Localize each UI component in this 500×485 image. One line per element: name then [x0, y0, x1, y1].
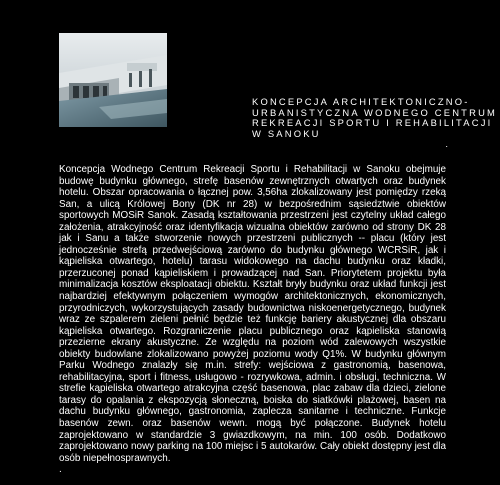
title-line-2: URBANISTYCZNA WODNEGO CENTRUM: [252, 106, 498, 118]
title-trailing-dot: .: [445, 138, 448, 150]
project-title: [252, 96, 498, 150]
project-description: [59, 164, 446, 476]
description-text: Koncepcja Wodnego Centrum Rekreacji Sportu i Rehabilitacji w Sanoku obejmuje budowę budynku głównego, strefę basenów zewnętrznych otwartych oraz budynek hotelu. Obszar opracowania o łącznej pow. 3,56ha zlokalizowany jest pomiędzy rzeką San, a ulicą Królowej Bony (DK nr 28) w bezpośrednim sąsiedztwie obiektów sportowych MOSiR Sanok. Zasadą kształtowania przestrzeni jest czytelny układ całego założenia, atrakcyjność oraz identyfikacja wizualna obiektów zarówno od strony DK 28 jak i Sanu a także stworzenie nowych przestrzeni publicznych -- placu (który jest jednocześnie strefą przedwejściową zarówno do budynku głównego WCRSiR, jak i kąpieliska otwartego, hotelu) tarasu widokowego na dachu budynku oraz kładki, przerzuconej ponad kąpieliskiem i prowadzącej nad San. Priorytetem projektu była minimalizacja kosztów eksploatacji obiektu. Kształt bryły budynku oraz układ funkcji jest najbardziej efektywnym połączeniem wymogów architektonicznych, ekonomicznych, przyrodniczych, wykorzystujących zasady budownictwa niskoenergetycznego, budynek wraz ze szpalerem zieleni pełnić będzie też funkcję bariery akustycznej dla obszaru kąpieliska otwartego. Rozgraniczenie placu publicznego oraz kąpieliska stanowią przezierne ekrany akustyczne. Ze względu na poziom wód zalewowych wszystkie obiekty budowlane zlokalizowano powyżej poziomu wody Q1%. W budynku głównym Parku Wodnego znalazły się m.in. strefy: wejściowa z gastronomią, basenowa, rehabilitacyjna, sport i fitness, usługowo - rozrywkowa, admin. i obsługi, techniczna. W strefie kąpieliska otwartego atrakcyjna część basenowa, plac zabaw dla dzieci, zielone tarasy do opalania z ekspozycją słoneczną, boiska do siatkówki plażowej, basen na dachu budynku głównego, gastronomia, zaplecza sanitarne i techniczne. Funkcje basenów zewn. oraz basenów wewn. mogą być połączone. Budynek hotelu zaprojektowano w standardzie 3 gwiazdkowym, na min. 100 osób. Dodatkowo zaprojektowano nowy parking na 100 miejsc i 5 autokarów. Cały obiekt dostępny jest dla osób niepełnosprawnych.: [59, 164, 446, 464]
title-line-3: REKREACJI SPORTU I REHABILITACJI: [252, 117, 493, 129]
title-line-4: W SANOKU: [252, 127, 321, 139]
aerial-render-photo-icon: [59, 33, 167, 127]
render-illustration: [59, 33, 167, 127]
description-trailing-mark: .: [59, 464, 62, 476]
title-line-1: KONCEPCJA ARCHITEKTONICZNO-: [252, 96, 470, 107]
